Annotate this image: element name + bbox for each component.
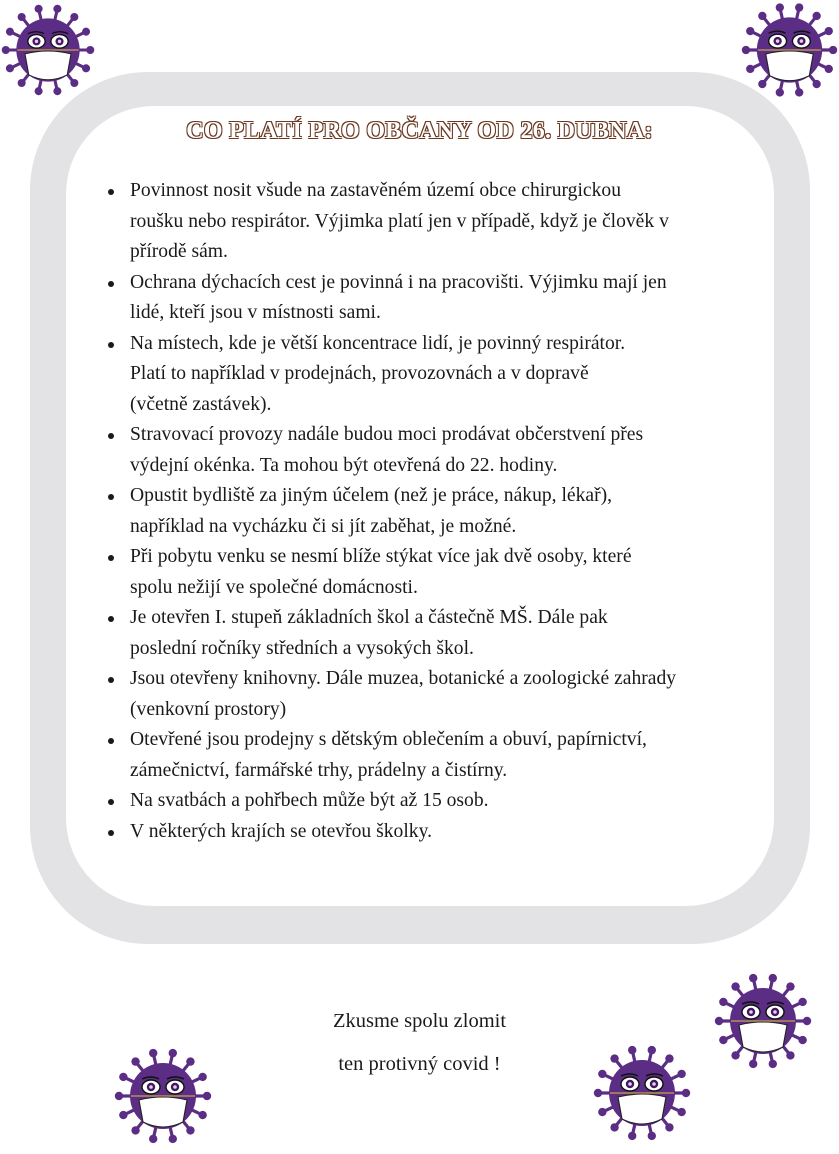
list-item-line: Ochrana dýchacích cest je povinná i na pracovišti. Výjimku mají jen	[130, 271, 667, 293]
closing-line-1: Zkusme spolu zlomit	[332, 1010, 507, 1032]
list-item	[100, 664, 770, 725]
virus-mascot-icon	[113, 1043, 213, 1149]
list-item-line: V některých krajích se otevřou školky.	[130, 820, 432, 842]
list-item-line: spolu nežijí ve společné domácnosti.	[130, 576, 418, 598]
list-item-line: Je otevřen I. stupeň základních škol a částečně MŠ. Dále pak	[130, 607, 608, 628]
list-item	[100, 786, 770, 817]
list-item-line: přírodě sám.	[130, 241, 228, 262]
list-item-line: (včetně zastávek).	[130, 393, 272, 415]
virus-mascot-icon	[592, 1040, 692, 1146]
virus-mascot-icon	[713, 968, 813, 1074]
closing-line-2: ten protivný covid !	[338, 1053, 501, 1075]
list-item-line: Při pobytu venku se nesmí blíže stýkat více jak dvě osoby, které	[130, 546, 632, 567]
page-title: CO PLATÍ PRO OBČANY OD 26. DUBNA:	[186, 118, 653, 144]
list-item	[100, 420, 770, 481]
list-item-line: Stravovací provozy nadále budou moci prodávat občerstvení přes	[130, 424, 644, 445]
list-item-line: Opustit bydliště za jiným účelem (než je práce, nákup, lékař),	[130, 485, 613, 506]
list-item-line: lidé, kteří jsou v místnosti sami.	[130, 302, 381, 323]
list-item	[100, 542, 770, 603]
list-item-line: zámečnictví, farmářské trhy, prádelny a čistírny.	[130, 759, 508, 781]
list-item-line: Povinnost nosit všude na zastavěném území obce chirurgickou	[130, 180, 622, 201]
list-item-line: Platí to například v prodejnách, provozovnách a v dopravě	[130, 363, 589, 384]
list-item-line: roušku nebo respirátor. Výjimka platí jen v případě, když je člověk v	[130, 210, 669, 232]
virus-mascot-icon	[740, 0, 839, 100]
list-item	[100, 176, 770, 268]
list-item	[100, 725, 770, 786]
list-item-line: například na vycházku či si jít zaběhat, je možné.	[130, 515, 517, 537]
list-item-line: výdejní okénka. Ta mohou být otevřená do 22. hodiny.	[130, 454, 558, 476]
list-item	[100, 481, 770, 542]
list-item-line: Jsou otevřeny knihovny. Dále muzea, botanické a zoologické zahrady	[130, 668, 677, 689]
list-item	[100, 329, 770, 421]
list-item-line: poslední ročníky středních a vysokých škol.	[130, 637, 474, 659]
list-item-line: Na místech, kde je větší koncentrace lidí, je povinný respirátor.	[130, 332, 626, 354]
list-item-line: (venkovní prostory)	[130, 698, 287, 720]
rules-list	[100, 176, 770, 847]
list-item-line: Na svatbách a pohřbech může být až 15 osob.	[130, 790, 489, 811]
list-item	[100, 268, 770, 329]
list-item-line: Otevřené jsou prodejny s dětským oblečením a obuví, papírnictví,	[130, 729, 647, 750]
virus-mascot-icon	[0, 0, 96, 100]
list-item	[100, 603, 770, 664]
list-item	[100, 817, 770, 848]
